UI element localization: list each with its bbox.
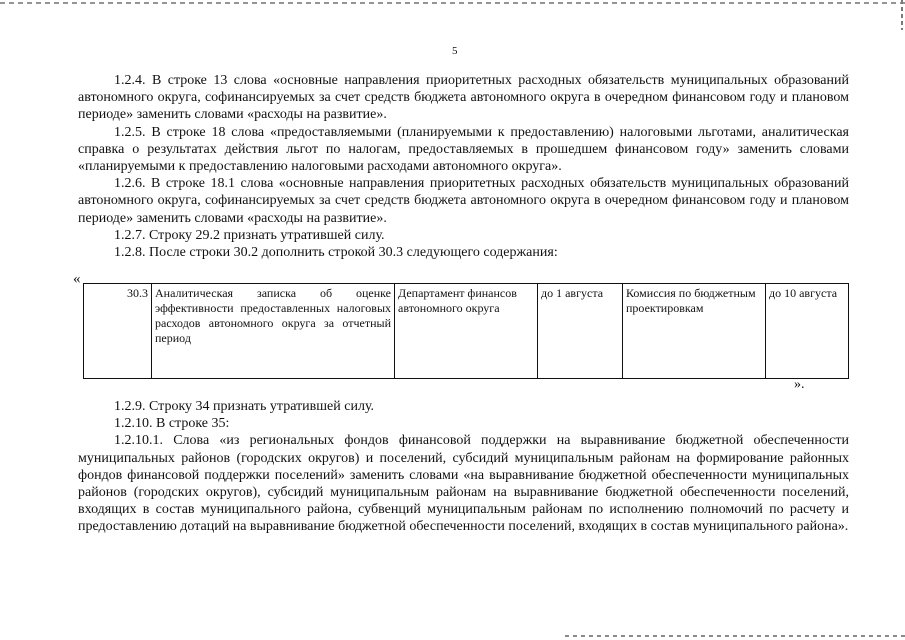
row-responsible-cell: Департамент финансов автономного округа	[395, 284, 538, 379]
row-deadline-cell: до 1 августа	[538, 284, 623, 379]
paragraph-1-2-10: 1.2.10. В строке 35:	[114, 416, 230, 432]
row-name-cell: Аналитическая записка об оценке эффективности предоставленных налоговых расходов автономного округа за отчетный период	[152, 284, 395, 379]
scan-edge-bottom	[565, 635, 905, 637]
row-number-cell: 30.3	[84, 284, 152, 379]
paragraphs-bottom	[78, 398, 849, 536]
scan-edge-top	[0, 2, 905, 4]
quote-open: «	[73, 271, 81, 287]
paragraph-1-2-5: 1.2.5. В строке 18 слова «предоставляемыми (планируемыми к предоставлению) налоговыми льготами, аналитическая справка о результатах действия льгот по налогам, предоставляемых в прошедшем финансовом году» заменить словами «планируемыми к предоставлению налоговыми расходами автономного округа».	[78, 124, 849, 175]
paragraph-1-2-7: 1.2.7. Строку 29.2 признать утратившей силу.	[114, 227, 385, 243]
paragraphs-top	[78, 72, 849, 261]
page-number: 5	[452, 45, 458, 57]
paragraph-1-2-8: 1.2.8. После строки 30.2 дополнить строкой 30.3 следующего содержания:	[114, 245, 558, 261]
inserted-row-table	[83, 283, 849, 379]
quote-close: ».	[794, 377, 805, 392]
paragraph-1-2-6: 1.2.6. В строке 18.1 слова «основные направления приоритетных расходных обязательств муниципальных образований автономного округа, софинансируемых за счет средств бюджета автономного округа в очередном финансовом году и плановом периоде» заменить словами «расходы на развитие».	[78, 176, 849, 226]
paragraph-1-2-10-1: 1.2.10.1. Слова «из региональных фондов финансовой поддержки на выравнивание бюджетной обеспеченности муниципальных районов (городских округов) и поселений, субсидий муниципальным районам на формирование районных фондов финансовой поддержки поселений» заменить словами «на выравнивание бюджетной обеспеченности муниципальных районов (городских округов), субсидий муниципальным районам на выравнивание бюджетной обеспеченности поселений, входящих в состав муниципального района, субвенций муниципальным районам по исполнению полномочий по расчету и предоставлению дотаций на выравнивание бюджетной обеспеченности поселений, входящих в состав муниципального района».	[78, 433, 849, 535]
paragraph-1-2-9: 1.2.9. Строку 34 признать утратившей силу.	[114, 399, 375, 414]
table-row	[84, 284, 849, 379]
paragraph-1-2-4: 1.2.4. В строке 13 слова «основные направления приоритетных расходных обязательств муниципальных образований автономного округа, софинансируемых за счет средств бюджета автономного округа в очередном финансовом году и плановом периоде» заменить словами «расходы на развитие».	[78, 73, 849, 123]
row-recipient-deadline-cell: до 10 августа	[766, 284, 849, 379]
scan-edge-right	[901, 0, 903, 30]
row-recipient-cell: Комиссия по бюджетным проектировкам	[623, 284, 766, 379]
